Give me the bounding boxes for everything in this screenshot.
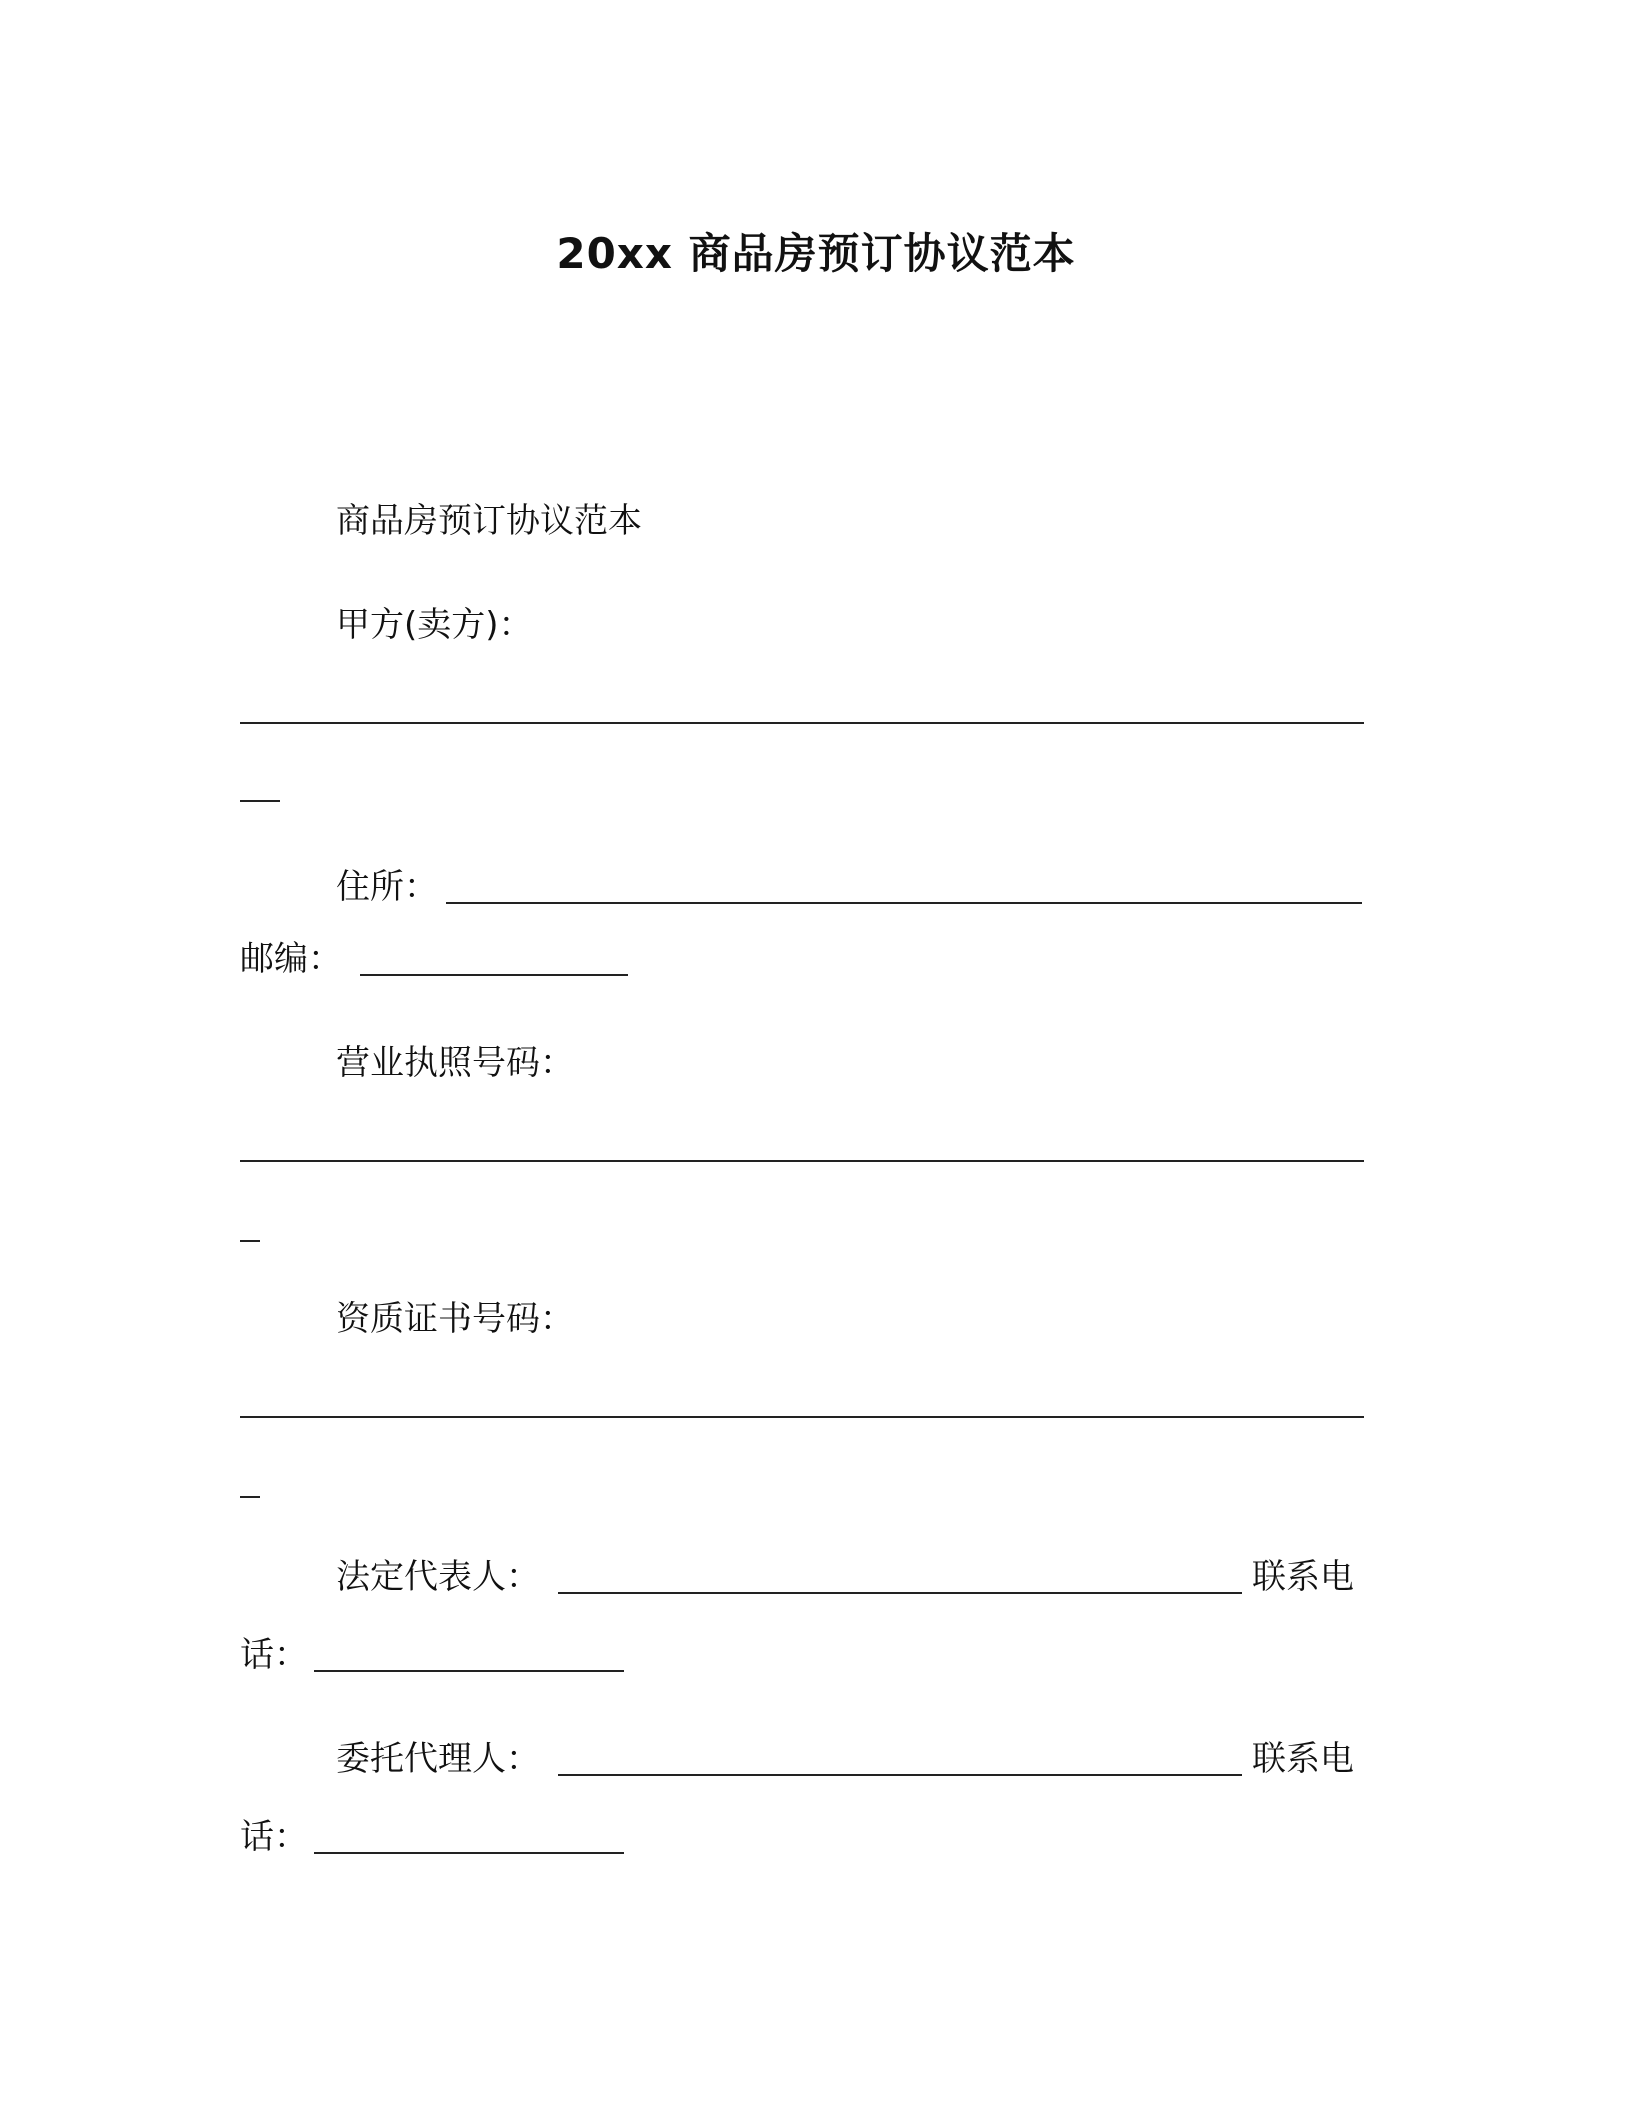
- legal-rep-blank-line[interactable]: [558, 1592, 1242, 1594]
- party-a-blank-line[interactable]: [240, 722, 1364, 724]
- agent-contact-label: 联系电: [1252, 1739, 1354, 1779]
- cert-blank-line[interactable]: [240, 1416, 1364, 1418]
- legal-rep-phone-blank-line[interactable]: [314, 1670, 624, 1672]
- subtitle: 商品房预订协议范本: [336, 501, 642, 541]
- postcode-row: [240, 934, 342, 984]
- license-blank-line[interactable]: [240, 1160, 1364, 1162]
- postcode-blank-line[interactable]: [360, 974, 628, 976]
- address-blank-line[interactable]: [446, 902, 1362, 904]
- postcode-label: 邮编：: [240, 939, 342, 979]
- legal-rep-label: 法定代表人：: [336, 1557, 540, 1597]
- document-title: 20xx 商品房预订协议范本: [556, 229, 1076, 278]
- license-label: 营业执照号码：: [336, 1043, 574, 1083]
- agent-contact-label-cont: 话：: [240, 1817, 308, 1857]
- cert-blank-line-cont[interactable]: [240, 1496, 260, 1498]
- agent-label: 委托代理人：: [336, 1739, 540, 1779]
- party-a-blank-line-cont[interactable]: [240, 800, 280, 802]
- agent-phone-blank-line[interactable]: [314, 1852, 624, 1854]
- legal-rep-contact-label: 联系电: [1252, 1557, 1354, 1597]
- agent-blank-line[interactable]: [558, 1774, 1242, 1776]
- party-a-label: 甲方(卖方)：: [336, 605, 533, 645]
- address-label: 住所：: [336, 867, 438, 907]
- legal-rep-contact-label-cont: 话：: [240, 1635, 308, 1675]
- cert-label: 资质证书号码：: [336, 1299, 574, 1339]
- address-row: [336, 862, 438, 912]
- license-blank-line-cont[interactable]: [240, 1240, 260, 1242]
